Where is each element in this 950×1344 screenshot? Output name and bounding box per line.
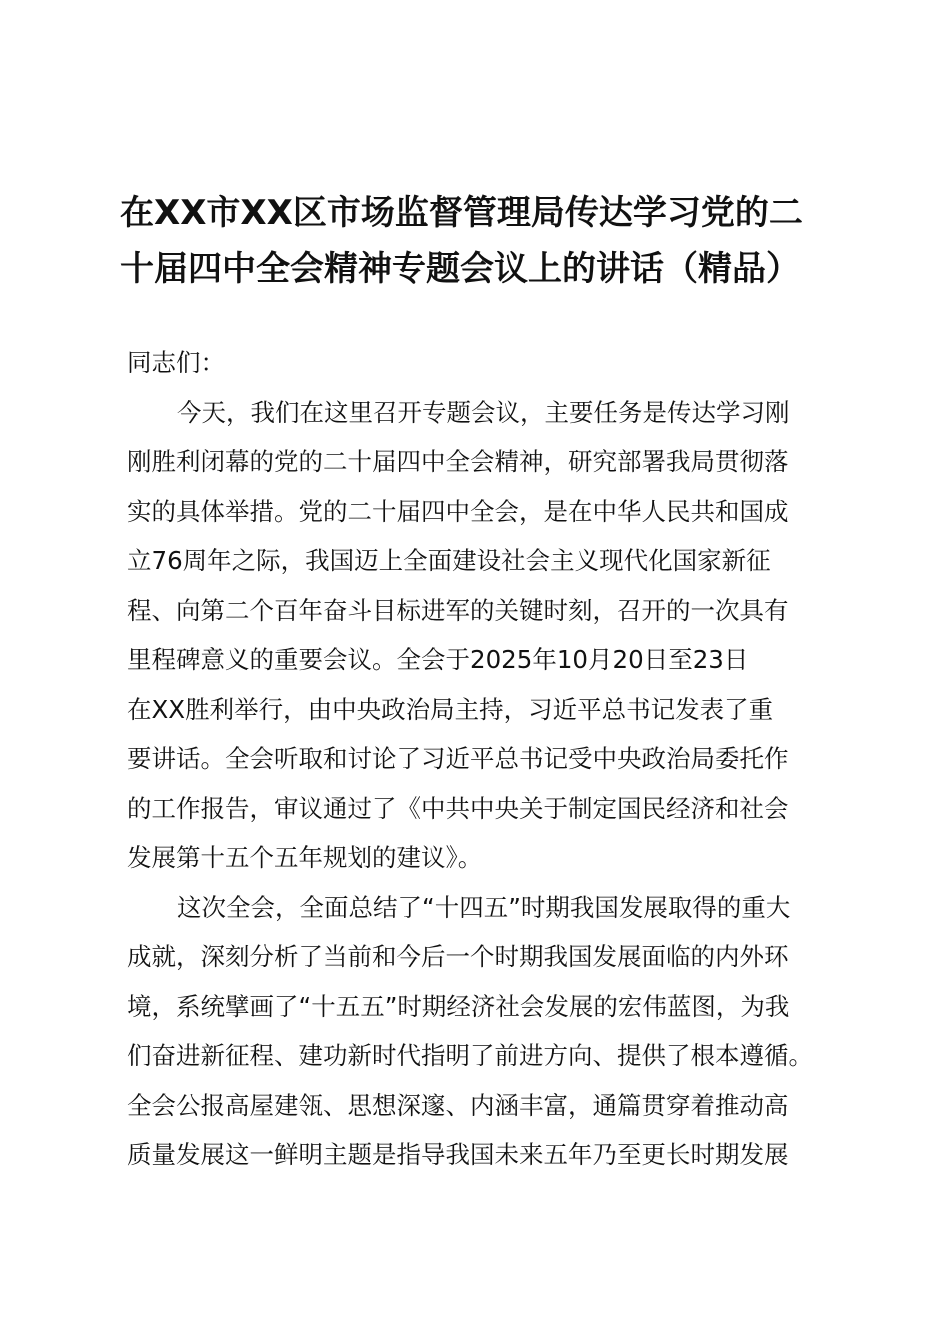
paragraph-line: 刚胜利闭幕的党的二十届四中全会精神，研究部署我局贯彻落 <box>127 447 789 476</box>
paragraph-2 <box>127 883 827 1180</box>
paragraph-line: 成就，深刻分析了当前和今后一个时期我国发展面临的内外环 <box>127 942 789 971</box>
paragraph-line: 的工作报告，审议通过了《中共中央关于制定国民经济和社会 <box>127 793 789 823</box>
paragraph-line: 里程碑意义的重要会议。全会于2025年10月20日至23日 <box>127 645 749 674</box>
paragraph-line: 境，系统擘画了“十五五”时期经济社会发展的宏伟蓝图，为我 <box>127 991 790 1021</box>
paragraph-line: 立76周年之际，我国迈上全面建设社会主义现代化国家新征 <box>127 546 771 575</box>
paragraph-line: 程、向第二个百年奋斗目标进军的关键时刻，召开的一次具有 <box>127 595 789 625</box>
paragraph-line: 全会公报高屋建瓴、思想深邃、内涵丰富，通篇贯穿着推动高 <box>127 1090 789 1120</box>
paragraph-line: 们奋进新征程、建功新时代指明了前进方向、提供了根本遵循。 <box>127 1041 813 1070</box>
paragraph-1 <box>127 388 827 883</box>
paragraph-line: 这次全会，全面总结了“十四五”时期我国发展取得的重大 <box>177 892 791 922</box>
paragraph-line: 实的具体举措。党的二十届四中全会，是在中华人民共和国成 <box>127 496 789 526</box>
title-line: 十届四中全会精神专题会议上的讲话（精品） <box>120 249 800 289</box>
title-line: 在XX市XX区市场监督管理局传达学习党的二 <box>120 193 803 233</box>
paragraph-line: 今天，我们在这里召开专题会议，主要任务是传达学习刚 <box>177 397 790 427</box>
paragraph-line: 发展第十五个五年规划的建议》。 <box>127 843 483 872</box>
salutation: 同志们： <box>127 348 225 377</box>
paragraph-line: 在XX胜利举行，由中央政治局主持，习近平总书记发表了重 <box>127 694 774 724</box>
paragraph-line: 要讲话。全会听取和讨论了习近平总书记受中央政治局委托作 <box>127 744 789 773</box>
document-title <box>120 185 830 297</box>
paragraph-line: 质量发展这一鲜明主题是指导我国未来五年乃至更长时期发展 <box>127 1140 789 1169</box>
document-body <box>127 338 827 1180</box>
